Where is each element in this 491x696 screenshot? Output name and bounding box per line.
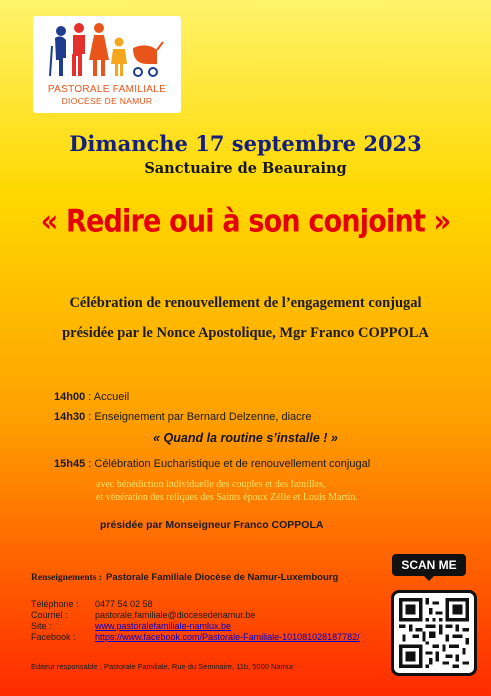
program-time: 15h45 — [54, 458, 86, 470]
event-place: Sanctuaire de Beauraing — [144, 160, 347, 177]
program-item — [54, 458, 370, 470]
contact-key: Courriel : — [31, 610, 68, 620]
contact-row — [31, 621, 231, 631]
teaching-quote: « Quand la routine s’installe ! » — [153, 431, 338, 445]
qr-code-icon — [399, 598, 469, 668]
program-time: 14h30 — [54, 411, 86, 423]
celebration-note: avec bénédiction individuelle des couples et des familles, — [96, 479, 326, 490]
celebration-note: et vénération des reliques des Saints époux Zélie et Louis Martin. — [96, 492, 358, 503]
event-date: Dimanche 17 septembre 2023 — [69, 131, 422, 156]
contact-organisation: Pastorale Familiale Diocèse de Namur-Luxembourg — [105, 572, 339, 583]
event-theme: « Redire oui à son conjoint » — [40, 203, 451, 240]
contact-heading — [31, 572, 338, 583]
contact-key: Site : — [31, 621, 52, 631]
qr-code[interactable] — [391, 590, 477, 676]
logo-title: PASTORALE FAMILIALE — [47, 84, 167, 95]
contact-row — [31, 599, 153, 609]
contact-label: Renseignements : — [31, 573, 102, 583]
presided-by: présidée par Monseigneur Franco COPPOLA — [100, 519, 324, 531]
email-value[interactable]: pastorale.familiale@diocesedenamur.be — [95, 610, 256, 620]
program-item — [54, 411, 311, 423]
program-text: : Accueil — [85, 391, 130, 403]
scan-me-label: SCAN ME — [392, 554, 466, 576]
program-time: 14h00 — [54, 391, 86, 403]
contact-row — [31, 610, 255, 620]
contact-key: Facebook : — [31, 632, 76, 642]
program-item — [54, 391, 129, 403]
phone-value: 0477 54 02 58 — [95, 599, 153, 609]
contact-row — [31, 632, 360, 642]
scan-pointer-icon — [423, 575, 435, 581]
logo — [33, 16, 181, 113]
family-figures-icon — [47, 20, 167, 84]
contact-key: Téléphone : — [31, 599, 79, 609]
website-link[interactable]: www.pastoralefamiliale-namlux.be — [95, 621, 232, 631]
program-text: : Enseignement par Bernard Delzenne, diacre — [85, 411, 312, 423]
event-subtitle-line-2: présidée par le Nonce Apostolique, Mgr Franco COPPOLA — [62, 325, 429, 341]
publisher-note: Editeur responsable : Pastorale Familiale, Rue du Séminaire, 11b, 5000 Namur — [31, 662, 294, 671]
facebook-link[interactable]: https://www.facebook.com/Pastorale-Familiale-101081028187782/ — [95, 632, 360, 642]
logo-subtitle: DIOCÈSE DE NAMUR — [61, 96, 153, 106]
event-subtitle-line-1: Célébration de renouvellement de l’engagement conjugal — [69, 295, 422, 311]
program-text: : Célébration Eucharistique et de renouvellement conjugal — [85, 458, 371, 470]
